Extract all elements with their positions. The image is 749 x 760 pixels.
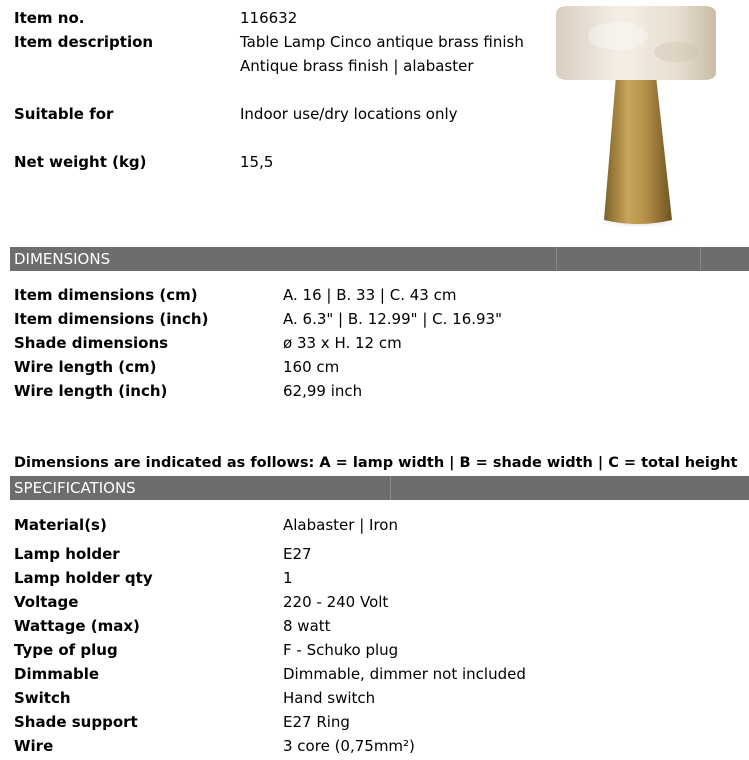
specifications-header: SPECIFICATIONS — [14, 479, 136, 497]
header-cell-divider — [390, 476, 391, 500]
spec-value: F - Schuko plug — [283, 641, 399, 659]
dimensions-note: Dimensions are indicated as follows: A = lamp width | B = shade width | C = total height — [14, 455, 738, 471]
net-weight-label: Net weight (kg) — [14, 153, 147, 171]
spec-label: Type of plug — [14, 641, 118, 659]
product-image-table-lamp — [548, 0, 723, 232]
dimension-value: 160 cm — [283, 358, 340, 376]
item-no-label: Item no. — [14, 9, 85, 27]
dimension-value: ø 33 x H. 12 cm — [283, 334, 402, 352]
spec-value: Alabaster | Iron — [283, 516, 398, 534]
spec-label: Material(s) — [14, 516, 107, 534]
item-description-label: Item description — [14, 33, 154, 51]
dimension-value: A. 16 | B. 33 | C. 43 cm — [283, 286, 457, 304]
spec-value: 3 core (0,75mm²) — [283, 737, 415, 755]
dimension-label: Wire length (inch) — [14, 382, 168, 400]
spec-label: Wire — [14, 737, 54, 755]
spec-label: Voltage — [14, 593, 79, 611]
spec-label: Wattage (max) — [14, 617, 140, 635]
suitable-for-label: Suitable for — [14, 105, 114, 123]
dimension-label: Item dimensions (inch) — [14, 310, 209, 328]
lamp-shade-texture — [588, 22, 648, 50]
lamp-shade-texture — [654, 42, 698, 62]
item-no-value: 116632 — [240, 9, 298, 27]
spec-value: 1 — [283, 569, 293, 587]
specifications-header-bar — [10, 476, 749, 500]
spec-value: Dimmable, dimmer not included — [283, 665, 526, 683]
spec-label: Lamp holder qty — [14, 569, 153, 587]
dimensions-header-bar — [10, 247, 749, 271]
header-cell-divider — [556, 247, 557, 271]
spec-value: Hand switch — [283, 689, 376, 707]
dimensions-header: DIMENSIONS — [14, 250, 111, 268]
dimension-label: Item dimensions (cm) — [14, 286, 198, 304]
lamp-base — [604, 76, 672, 224]
spec-value: 8 watt — [283, 617, 331, 635]
dimension-value: 62,99 inch — [283, 382, 363, 400]
suitable-for-value: Indoor use/dry locations only — [240, 105, 458, 123]
item-description-line2: Antique brass finish | alabaster — [240, 57, 474, 75]
spec-value: E27 Ring — [283, 713, 350, 731]
header-cell-divider — [700, 247, 701, 271]
spec-value: 220 - 240 Volt — [283, 593, 389, 611]
dimension-label: Shade dimensions — [14, 334, 169, 352]
dimension-value: A. 6.3" | B. 12.99" | C. 16.93" — [283, 310, 502, 328]
spec-label: Lamp holder — [14, 545, 120, 563]
spec-label: Shade support — [14, 713, 138, 731]
spec-label: Dimmable — [14, 665, 100, 683]
spec-label: Switch — [14, 689, 71, 707]
net-weight-value: 15,5 — [240, 153, 274, 171]
spec-value: E27 — [283, 545, 312, 563]
item-description-line1: Table Lamp Cinco antique brass finish — [240, 33, 524, 51]
dimension-label: Wire length (cm) — [14, 358, 157, 376]
